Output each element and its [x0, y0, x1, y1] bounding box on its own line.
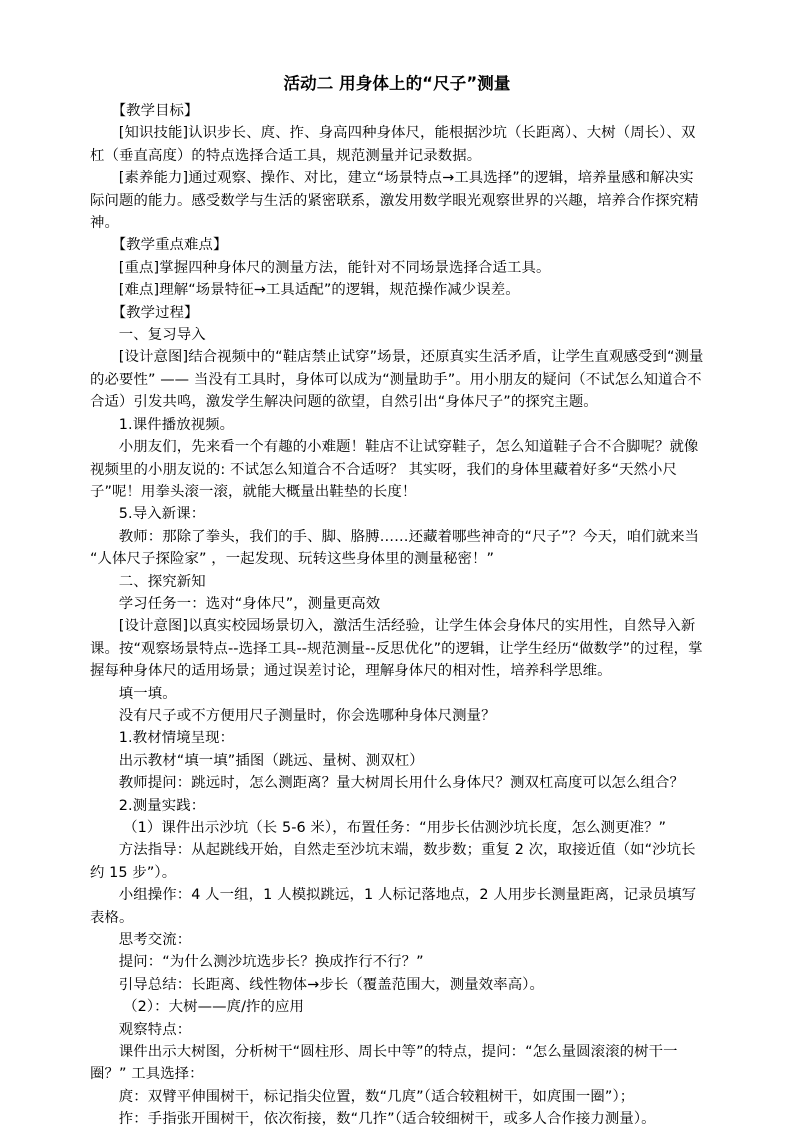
- paragraph: [重点]掌握四种身体尺的测量方法，能针对不同场景选择合适工具。: [118, 259, 551, 276]
- paragraph: 【教学重点难点】: [111, 237, 228, 254]
- paragraph: 【教学目标】: [111, 103, 199, 119]
- paragraph: [素养能力]通过观察、操作、对比，建立“场景特点→工具选择”的逻辑，培养量感和解决实际问题的能力。感受数学与生活的紧密联系，激发用数学眼光观察世界的兴趣，培养合作探究精神。: [90, 170, 699, 232]
- paragraph: 提问：“为什么测沙坑选步长？换成拃行不行？”: [118, 954, 424, 971]
- paragraph: 方法指导：从起跳线开始，自然走至沙坑末端，数步数；重复 2 次，取接近值（如“沙坑长约 15 步”）。: [90, 842, 696, 881]
- paragraph: 出示教材“填一填”插图（跳远、量树、测双杠）: [118, 752, 424, 769]
- paragraph: 一、复习导入: [118, 327, 206, 344]
- paragraph: 学习任务一：选对“身体尺”，测量更高效: [118, 595, 381, 612]
- paragraph: 庹：双臂平伸围树干，标记指尖位置，数“几庹”（适合较粗树干，如庹围一圈”）；: [118, 1088, 635, 1105]
- paragraph: 思考交流：: [118, 932, 192, 949]
- paragraph: 1.教材情境呈现：: [118, 730, 235, 747]
- paragraph: 小组操作：4 人一组，1 人模拟跳远，1 人标记落地点，2 人用步长测量距离，记录员填写表格。: [90, 887, 697, 926]
- document-body: [90, 100, 704, 1131]
- paragraph: （1）课件出示沙坑（长 5-6 米），布置任务：“用步长估测沙坑长度，怎么测更准？”: [123, 820, 667, 836]
- paragraph: 教师提问：跳远时，怎么测距离？量大树周长用什么身体尺？测双杠高度可以怎么组合？: [118, 775, 684, 792]
- paragraph: 填一填。: [118, 685, 177, 702]
- paragraph: 引导总结：长距离、线性物体→步长（覆盖范围大，测量效率高）。: [118, 976, 544, 993]
- paragraph: 教师：那除了拳头，我们的手、脚、胳膊……还藏着哪些神奇的“尺子”？今天，咱们就来当 “人体尺子探险家” ，一起发现、玩转这些身体里的测量秘密！”: [90, 528, 700, 568]
- paragraph: 小朋友们，先来看一个有趣的小难题！鞋店不让试穿鞋子，怎么知道鞋子合不合脚呢？就像视频里的小朋友说的: 不试怎么知道合不合适呀？ 其实呀，我们的身体里藏着好多“天然小尺子”呢！用拳头滚一滚，就能大概量出鞋垫的长度！: [90, 439, 699, 500]
- paragraph: [难点]理解“场景特征→工具适配”的逻辑，规范操作减少误差。: [118, 282, 520, 299]
- paragraph: 拃：手指张开围树干，依次衔接，数“几拃”（适合较细树干，或多人合作接力测量）。: [118, 1111, 656, 1128]
- paragraph: 5.导入新课：: [118, 506, 206, 523]
- paragraph: 【教学过程】: [111, 304, 199, 321]
- paragraph: [设计意图]以真实校园场景切入，激活生活经验，让学生体会身体尺的实用性，自然导入新课。按“观察场景特点--选择工具--规范测量--反思优化”的逻辑，让学生经历“做数学”的过程，掌握每种身体尺的适用场景；通过误差讨论，理解身体尺的相对性，培养科学思维。: [90, 618, 703, 680]
- paragraph: （2）：大树——庹/拃的应用: [123, 999, 305, 1016]
- paragraph: [设计意图]结合视频中的“鞋店禁止试穿”场景，还原真实生活矛盾，让学生直观感受到“测量的必要性” —— 当没有工具时，身体可以成为“测量助手”。用小朋友的疑问（不试怎么知道合不合适）引发共鸣，激发学生解决问题的欲望，自然引出“身体尺子”的探究主题。: [90, 349, 704, 411]
- paragraph: 2.测量实践：: [118, 797, 206, 814]
- paragraph: 二、探究新知: [118, 573, 206, 590]
- paragraph: 观察特点：: [118, 1021, 192, 1038]
- document-title: 活动二 用身体上的“尺子”测量: [283, 74, 511, 93]
- paragraph: 1.课件播放视频。: [118, 416, 235, 433]
- paragraph: [知识技能]认识步长、庹、拃、身高四种身体尺，能根据沙坑（长距离）、大树（周长）、双杠（垂直高度）的特点选择合适工具，规范测量并记录数据。: [90, 125, 696, 164]
- paragraph: 课件出示大树图，分析树干“圆柱形、周长中等”的特点，提问：“怎么量圆滚滚的树干一圈？” 工具选择：: [90, 1044, 678, 1083]
- paragraph: 没有尺子或不方便用尺子测量时，你会选哪种身体尺测量？: [118, 707, 496, 724]
